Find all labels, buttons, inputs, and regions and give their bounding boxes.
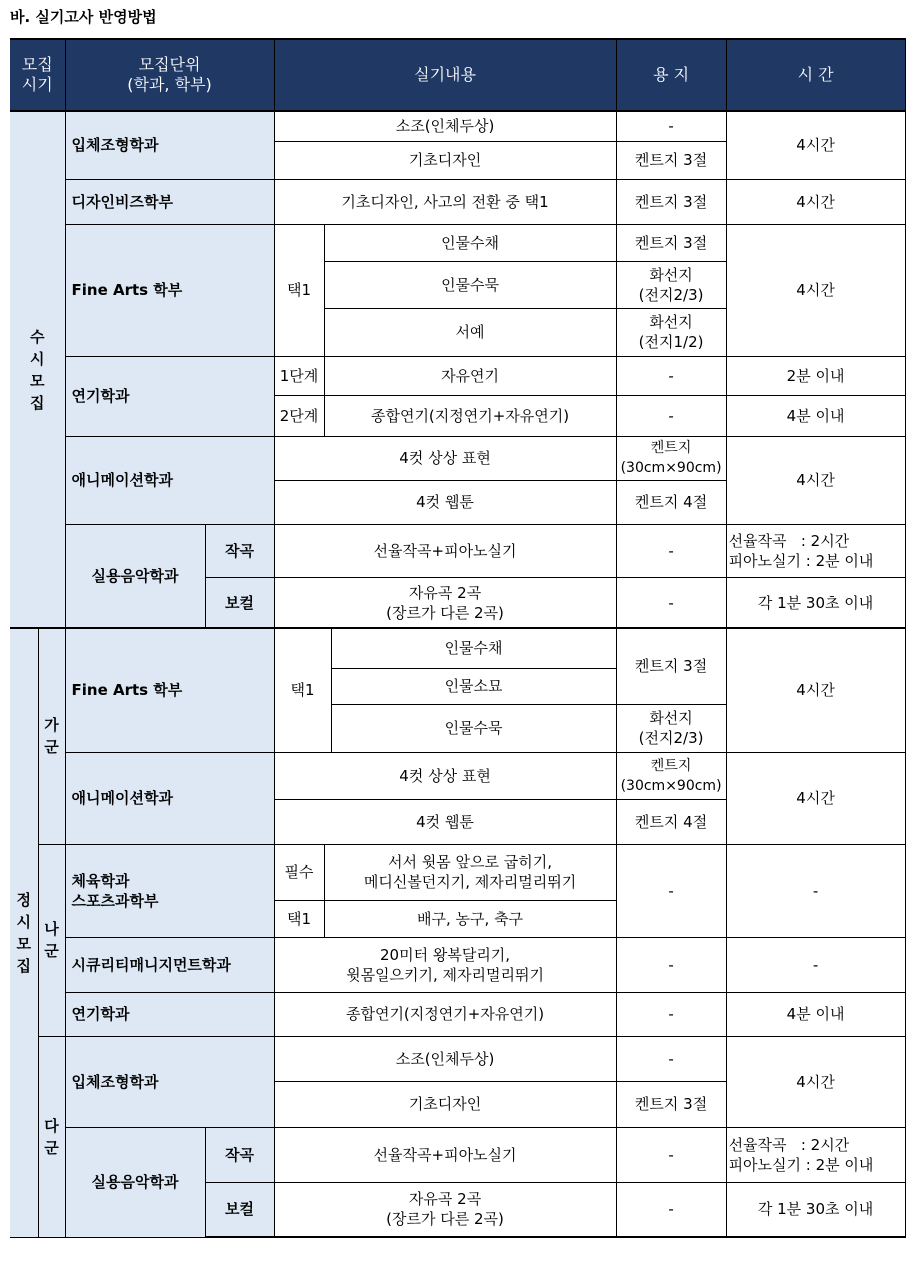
- susi-sculpture-dept: 입체조형학과: [65, 111, 274, 179]
- na-sports-item1: 서서 윗몸 앞으로 굽히기, 메디신볼던지기, 제자리멀리뛰기: [324, 844, 616, 900]
- header-unit: 모집단위 (학과, 학부): [65, 39, 274, 111]
- susi-finearts-item1: 인물수채: [324, 224, 616, 261]
- susi-label: 수 시 모 집: [10, 111, 65, 628]
- na-sports-dept: 체육학과 스포츠과학부: [65, 844, 274, 937]
- na-acting-item: 종합연기(지정연기+자유연기): [274, 992, 616, 1036]
- da-music-dept: 실용음악학과: [65, 1127, 205, 1237]
- ga-finearts-choice: 택1: [274, 628, 331, 752]
- na-sports-choice: 택1: [274, 900, 324, 937]
- da-sculpture-item2: 기초디자인: [274, 1081, 616, 1127]
- susi-acting-paper2: -: [616, 395, 726, 436]
- susi-sculpture-paper1: -: [616, 111, 726, 141]
- ga-animation-dept: 애니메이션학과: [65, 752, 274, 844]
- na-sports-req: 필수: [274, 844, 324, 900]
- na-sports-item2: 배구, 농구, 축구: [324, 900, 616, 937]
- susi-finearts-paper2: 화선지 (전지2/3): [616, 261, 726, 308]
- da-sculpture-paper2: 켄트지 3절: [616, 1081, 726, 1127]
- da-sculpture-paper1: -: [616, 1036, 726, 1081]
- jeongsi-na-label: 나 군: [38, 844, 65, 1036]
- susi-music-item1: 선율작곡+피아노실기: [274, 524, 616, 577]
- na-sports-time: -: [726, 844, 905, 937]
- susi-animation-paper1: 켄트지 (30cm×90cm): [616, 436, 726, 480]
- susi-design-time: 4시간: [726, 179, 905, 224]
- susi-finearts-choice: 택1: [274, 224, 324, 356]
- da-music-item1: 선율작곡+피아노실기: [274, 1127, 616, 1182]
- ga-finearts-paper3: 화선지 (전지2/3): [616, 704, 726, 752]
- ga-finearts-item3: 인물수묵: [331, 704, 616, 752]
- jeongsi-ga-label: 가 군: [38, 628, 65, 844]
- susi-acting-item1: 자유연기: [324, 356, 616, 395]
- susi-music-paper2: -: [616, 577, 726, 628]
- susi-sculpture-item1: 소조(인체두상): [274, 111, 616, 141]
- susi-animation-item2: 4컷 웹툰: [274, 480, 616, 524]
- susi-acting-item2: 종합연기(지정연기+자유연기): [324, 395, 616, 436]
- jeongsi-label: 정 시 모 집: [10, 628, 38, 1237]
- susi-finearts-dept: Fine Arts 학부: [65, 224, 274, 356]
- susi-acting-paper1: -: [616, 356, 726, 395]
- susi-music-item2: 자유곡 2곡 (장르가 다른 2곡): [274, 577, 616, 628]
- ga-finearts-paper12: 켄트지 3절: [616, 628, 726, 704]
- susi-animation-time: 4시간: [726, 436, 905, 524]
- susi-acting-time2: 4분 이내: [726, 395, 905, 436]
- na-security-time: -: [726, 937, 905, 992]
- susi-design-paper: 켄트지 3절: [616, 179, 726, 224]
- susi-animation-item1: 4컷 상상 표현: [274, 436, 616, 480]
- practical-exam-table: [10, 38, 906, 1238]
- susi-sculpture-time: 4시간: [726, 111, 905, 179]
- susi-music-time2: 각 1분 30초 이내: [726, 577, 905, 628]
- da-music-time2: 각 1분 30초 이내: [726, 1182, 905, 1237]
- section-heading: 바. 실기고사 반영방법: [10, 8, 157, 26]
- da-music-paper2: -: [616, 1182, 726, 1237]
- ga-animation-time: 4시간: [726, 752, 905, 844]
- na-security-dept: 시큐리티매니지먼트학과: [65, 937, 274, 992]
- susi-sculpture-paper2: 켄트지 3절: [616, 141, 726, 179]
- header-paper: 용 지: [616, 39, 726, 111]
- ga-finearts-item2: 인물소묘: [331, 668, 616, 704]
- header-time: 시 간: [726, 39, 905, 111]
- ga-finearts-item1: 인물수채: [331, 628, 616, 668]
- susi-finearts-time: 4시간: [726, 224, 905, 356]
- susi-acting-stage1: 1단계: [274, 356, 324, 395]
- da-music-item2: 자유곡 2곡 (장르가 다른 2곡): [274, 1182, 616, 1237]
- susi-finearts-item2: 인물수묵: [324, 261, 616, 308]
- ga-animation-item2: 4컷 웹툰: [274, 799, 616, 844]
- ga-animation-item1: 4컷 상상 표현: [274, 752, 616, 799]
- jeongsi-da-label: 다 군: [38, 1036, 65, 1237]
- susi-music-sub1: 작곡: [205, 524, 274, 577]
- na-security-paper: -: [616, 937, 726, 992]
- susi-animation-dept: 애니메이션학과: [65, 436, 274, 524]
- da-sculpture-dept: 입체조형학과: [65, 1036, 274, 1127]
- na-acting-dept: 연기학과: [65, 992, 274, 1036]
- susi-finearts-paper1: 켄트지 3절: [616, 224, 726, 261]
- susi-music-time1: 선율작곡 : 2시간 피아노실기 : 2분 이내: [726, 524, 905, 577]
- susi-acting-time1: 2분 이내: [726, 356, 905, 395]
- susi-acting-dept: 연기학과: [65, 356, 274, 436]
- susi-music-sub2: 보컬: [205, 577, 274, 628]
- na-acting-paper: -: [616, 992, 726, 1036]
- da-music-sub1: 작곡: [205, 1127, 274, 1182]
- susi-design-item: 기초디자인, 사고의 전환 중 택1: [274, 179, 616, 224]
- da-sculpture-time: 4시간: [726, 1036, 905, 1127]
- ga-animation-paper2: 켄트지 4절: [616, 799, 726, 844]
- ga-animation-paper1: 켄트지 (30cm×90cm): [616, 752, 726, 799]
- ga-finearts-time: 4시간: [726, 628, 905, 752]
- da-music-paper1: -: [616, 1127, 726, 1182]
- da-sculpture-item1: 소조(인체두상): [274, 1036, 616, 1081]
- header-content: 실기내용: [274, 39, 616, 111]
- susi-music-paper1: -: [616, 524, 726, 577]
- susi-animation-paper2: 켄트지 4절: [616, 480, 726, 524]
- susi-acting-stage2: 2단계: [274, 395, 324, 436]
- susi-finearts-paper3: 화선지 (전지1/2): [616, 308, 726, 356]
- header-period: 모집 시기: [10, 39, 65, 111]
- susi-design-dept: 디자인비즈학부: [65, 179, 274, 224]
- ga-finearts-dept: Fine Arts 학부: [65, 628, 274, 752]
- da-music-sub2: 보컬: [205, 1182, 274, 1237]
- susi-music-dept: 실용음악학과: [65, 524, 205, 628]
- susi-sculpture-item2: 기초디자인: [274, 141, 616, 179]
- da-music-time1: 선율작곡 : 2시간 피아노실기 : 2분 이내: [726, 1127, 905, 1182]
- na-security-item: 20미터 왕복달리기, 윗몸일으키기, 제자리멀리뛰기: [274, 937, 616, 992]
- susi-finearts-item3: 서예: [324, 308, 616, 356]
- na-acting-time: 4분 이내: [726, 992, 905, 1036]
- na-sports-paper: -: [616, 844, 726, 937]
